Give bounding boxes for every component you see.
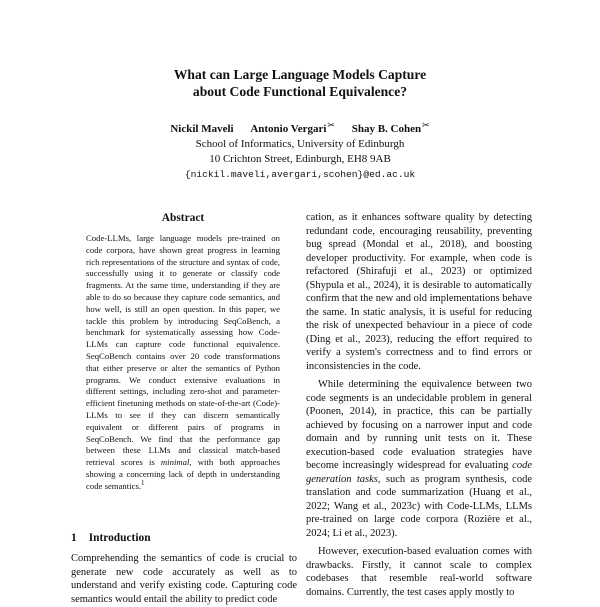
author-3: Shay B. Cohen✂ bbox=[351, 120, 430, 135]
section-title: Introduction bbox=[88, 532, 151, 544]
paper-title bbox=[0, 66, 600, 100]
section-heading-introduction bbox=[71, 532, 297, 544]
author-1: Nickil Maveli bbox=[170, 123, 234, 135]
author-names bbox=[0, 122, 600, 137]
title-line-2: about Code Functional Equivalence? bbox=[192, 84, 408, 99]
affiliation: School of Informatics, University of Edinburgh bbox=[195, 138, 405, 150]
abstract-body: Code-LLMs, large language models pre-trained on code corpora, have shown great progress in learning rich representations of the structure and syntax of code, successfully using it to generate or classify code fragments. At the same time, understanding if they are able to do so because they capture code semantics, and how well, is still an open question. In this paper, we tackle this problem by introducing SeqCoBench, a benchmark for systematically assessing how Code-LLMs can capture code functional equivalence. SeqCoBench contains over 20 code transformations that either preserve or alter the semantics of Python programs. We conduct extensive evaluations in different settings, including zero-shot and parameter-efficient finetuning methods on state-of-the-art (Code)-LLMs to see if they can discern semantically equivalent or different pairs of programs in SeqCoBench. We find that the performance gap between these LLMs and classical match-based retrieval scores is minimal, with both approaches showing a concerning lack of depth in understanding code semantics.$^1$ bbox=[86, 233, 280, 491]
section-number: 1 bbox=[71, 532, 77, 544]
intro-paragraph-1: Comprehending the semantics of code is crucial to generate new code accurately as well as to understand and verify existing code. Capturing code semantics would entail the ability to predict code bbox=[71, 553, 297, 606]
right-column bbox=[306, 211, 532, 599]
right-paragraph-1: cation, as it enhances software quality by detecting redundant code, encouraging reusability, preventing bug spread (Mondal et al., 2018), and boosting developer productivity. For example, when code is refactored (Shirafuji et al., 2023) or optimized (Shypula et al., 2024), it is desirable to automatically confirm that the new and old implementations behave the same. In static analysis, it is useful for reducing the risk of unexpected behaviour in a piece of code (Ding et al., 2023), reducing the effort required to verify a system's correctness and to find errors or inconsistencies in the code. bbox=[306, 212, 532, 372]
scissors-icon: ✂ bbox=[422, 120, 430, 130]
footnote-marker: 1 bbox=[141, 478, 145, 487]
abstract-heading: Abstract bbox=[161, 212, 205, 224]
author-block bbox=[0, 122, 600, 182]
title-line-1: What can Large Language Models Capture bbox=[173, 67, 427, 82]
address: 10 Crichton Street, Edinburgh, EH8 9AB bbox=[209, 153, 391, 165]
author-email: {nickil.maveli,avergari,scohen}@ed.ac.uk bbox=[184, 169, 416, 180]
intro-left-column bbox=[71, 552, 297, 607]
emphasis-minimal: minimal bbox=[160, 457, 190, 468]
author-2: Antonio Vergari✂ bbox=[250, 120, 335, 135]
right-paragraph-3: However, execution-based evaluation comes with drawbacks. Firstly, it cannot scale to complex codebases that resemble real-world software domains. Currently, the test cases apply mostly to bbox=[306, 546, 532, 598]
scissors-icon: ✂ bbox=[327, 120, 335, 130]
right-paragraph-2: While determining the equivalence between two code segments is an undecidable problem in general (Poonen, 2014), in practice, this can be partially achieved by focusing on a narrower input and code domain and by running unit tests on it. These execution-based code evaluation strategies have become increasingly widespread for evaluating code generation tasks, such as program synthesis, code translation and code summarization (Huang et al., 2022; Wang et al., 2023c) with Code-LLMs, LLMs pre-trained on large code corpora (Rozière et al., 2024; Li et al., 2023). bbox=[306, 379, 532, 539]
emphasis-code-generation-tasks: code generation tasks bbox=[306, 460, 532, 485]
